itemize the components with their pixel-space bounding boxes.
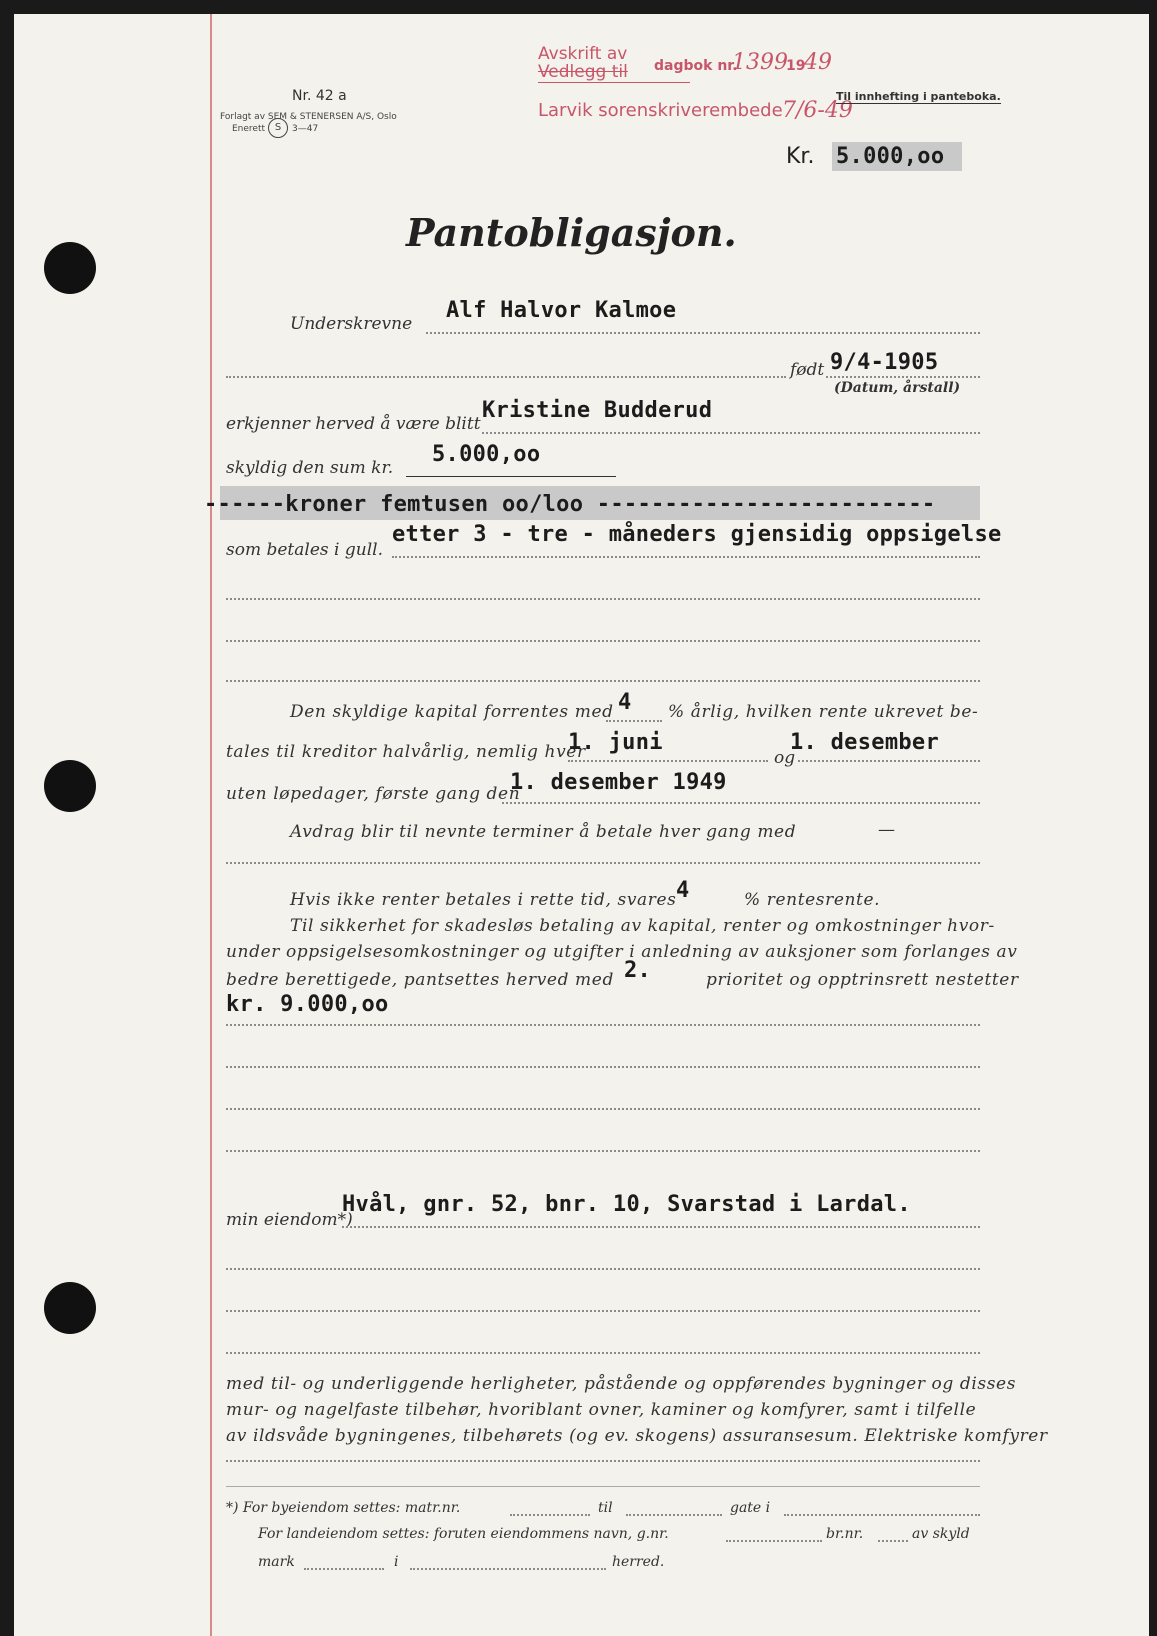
interest-term-2: 1. desember — [790, 730, 939, 755]
footnote-line-2a: For landeiendom settes: foruten eiendommens navn, g.nr. — [258, 1526, 669, 1542]
born-hint: (Datum, årstall) — [834, 380, 961, 396]
footnote-line-3c: herred. — [612, 1554, 665, 1570]
pay-line — [392, 556, 980, 558]
amount-in-words: ------kroner femtusen oo/loo ------------------------- — [204, 492, 936, 517]
undersigned-label: Underskrevne — [290, 314, 413, 334]
publisher-enerett: Enerett — [232, 124, 266, 134]
blank-line — [226, 1066, 980, 1068]
owing-line — [406, 476, 616, 477]
footnote-dots — [510, 1514, 590, 1516]
footnote-line-1b: til — [598, 1500, 613, 1516]
undersigned-value: Alf Halvor Kalmoe — [446, 298, 677, 323]
blank-line — [226, 1310, 980, 1312]
born-label: født — [790, 360, 825, 380]
footnote-line-3a: mark — [258, 1554, 295, 1570]
punch-hole — [44, 242, 96, 294]
footnote-line-1c: gate i — [730, 1500, 771, 1516]
interest-text-2a: tales til kreditor halvårlig, nemlig hver — [226, 742, 586, 762]
prior-amount-value: kr. 9.000,oo — [226, 992, 389, 1017]
stamp-office: Larvik sorenskriverembede — [538, 100, 783, 121]
first-date-line — [502, 802, 980, 804]
priority-value: 2. — [624, 958, 652, 983]
installment-line — [226, 862, 980, 864]
appurtenances-line-1: med til- og underliggende herligheter, påstående og oppførendes bygninger og disses — [226, 1374, 1017, 1394]
form-number: Nr. 42 a — [292, 88, 347, 104]
owing-value: 5.000,oo — [432, 442, 541, 467]
interest-text-3a: uten løpedager, første gang den — [226, 784, 521, 804]
interest-text-1b: % årlig, hvilken rente ukrevet be- — [668, 702, 979, 722]
footnote-line-2b: br.nr. — [826, 1526, 864, 1542]
security-text-3b: prioritet og opptrinsrett nestetter — [706, 970, 1019, 990]
blank-line — [226, 1150, 980, 1152]
term-1-line — [568, 760, 768, 762]
late-interest-text-b: % rentesrente. — [744, 890, 881, 910]
creditor-value: Kristine Budderud — [482, 398, 713, 423]
footnote-line-2c: av skyld — [912, 1526, 970, 1542]
interest-og: og — [774, 748, 796, 768]
pay-label: som betales i gull. — [226, 540, 383, 560]
publisher-line: Forlagt av SEM & STENERSEN A/S, Oslo — [220, 112, 397, 122]
stamp-date: 7/6-49 — [782, 98, 853, 123]
undersigned-line — [426, 332, 980, 334]
appurtenances-line-3: av ildsvåde bygningenes, tilbehørets (og ev. skogens) assuransesum. Elektriske komfyrer — [226, 1426, 1048, 1446]
binding-note: Til innhefting i panteboka. — [836, 90, 1001, 103]
installment-value: — — [878, 820, 895, 840]
stamp-dagbok-number: 1399 — [732, 50, 788, 75]
installment-text: Avdrag blir til nevnte terminer å betale hver gang med — [290, 822, 797, 842]
late-interest-rate: 4 — [676, 878, 690, 903]
publisher-date: 3—47 — [292, 124, 319, 134]
blank-line — [226, 1268, 980, 1270]
amount-value: 5.000,oo — [832, 142, 962, 171]
late-interest-text-a: Hvis ikke renter betales i rette tid, svares — [290, 890, 677, 910]
footnote-dots — [626, 1514, 722, 1516]
blank-line — [226, 1352, 980, 1354]
property-line — [342, 1226, 980, 1228]
born-value: 9/4-1905 — [830, 350, 939, 375]
punch-hole — [44, 760, 96, 812]
footnote-dots — [410, 1568, 606, 1570]
blank-line — [226, 598, 980, 600]
security-text-1: Til sikkerhet for skadesløs betaling av kapital, renter og omkostninger hvor- — [290, 916, 995, 936]
stamp-divider — [538, 82, 690, 83]
publisher-logo-icon: S — [268, 118, 288, 138]
document-title: Pantobligasjon. — [406, 210, 737, 255]
appurtenances-line-2: mur- og nagelfaste tilbehør, hvoriblant ovner, kaminer og komfyrer, samt i tilfelle — [226, 1400, 977, 1420]
footnote-divider — [226, 1486, 980, 1487]
term-2-line — [798, 760, 980, 762]
amount-prefix: Kr. — [786, 144, 815, 169]
first-payment-date: 1. desember 1949 — [510, 770, 727, 795]
security-text-2: under oppsigelsesomkostninger og utgifter i anledning av auksjoner som forlanges av — [226, 942, 1018, 962]
margin-rule — [210, 14, 212, 1636]
interest-rate-line — [606, 720, 662, 722]
stamp-dagbok-label: dagbok nr. — [654, 58, 738, 74]
pay-terms-value: etter 3 - tre - måneders gjensidig oppsigelse — [392, 522, 1002, 547]
stamp-year-suffix: 49 — [804, 50, 832, 75]
owing-label: skyldig den sum kr. — [226, 458, 394, 478]
blank-line — [226, 640, 980, 642]
footnote-line-3b: i — [394, 1554, 399, 1570]
property-value: Hvål, gnr. 52, bnr. 10, Svarstad i Lardal. — [342, 1192, 911, 1217]
interest-term-1: 1. juni — [568, 730, 663, 755]
property-label: min eiendom*) — [226, 1210, 353, 1230]
born-line — [826, 376, 980, 378]
blank-line — [226, 1108, 980, 1110]
footnote-dots — [304, 1568, 384, 1570]
footnote-dots — [878, 1540, 908, 1542]
creditor-line — [482, 432, 980, 434]
blank-line — [226, 680, 980, 682]
undersigned-line-2 — [226, 376, 786, 378]
interest-rate-value: 4 — [618, 690, 632, 715]
document-page — [14, 14, 1149, 1636]
footnote-line-1a: *) For byeiendom settes: matr.nr. — [226, 1500, 461, 1516]
blank-line — [226, 1024, 980, 1026]
stamp-copy-of: Avskrift av — [538, 44, 628, 64]
acknowledge-label: erkjenner herved å være blitt — [226, 414, 481, 434]
interest-text-1a: Den skyldige kapital forrentes med — [290, 702, 614, 722]
footnote-dots — [784, 1514, 980, 1516]
stamp-attachment: Vedlegg til — [538, 62, 628, 82]
stamp-year-prefix: 19 — [786, 58, 806, 74]
blank-line — [226, 1460, 980, 1462]
security-text-3a: bedre berettigede, pantsettes herved med — [226, 970, 614, 990]
footnote-dots — [726, 1540, 822, 1542]
punch-hole — [44, 1282, 96, 1334]
